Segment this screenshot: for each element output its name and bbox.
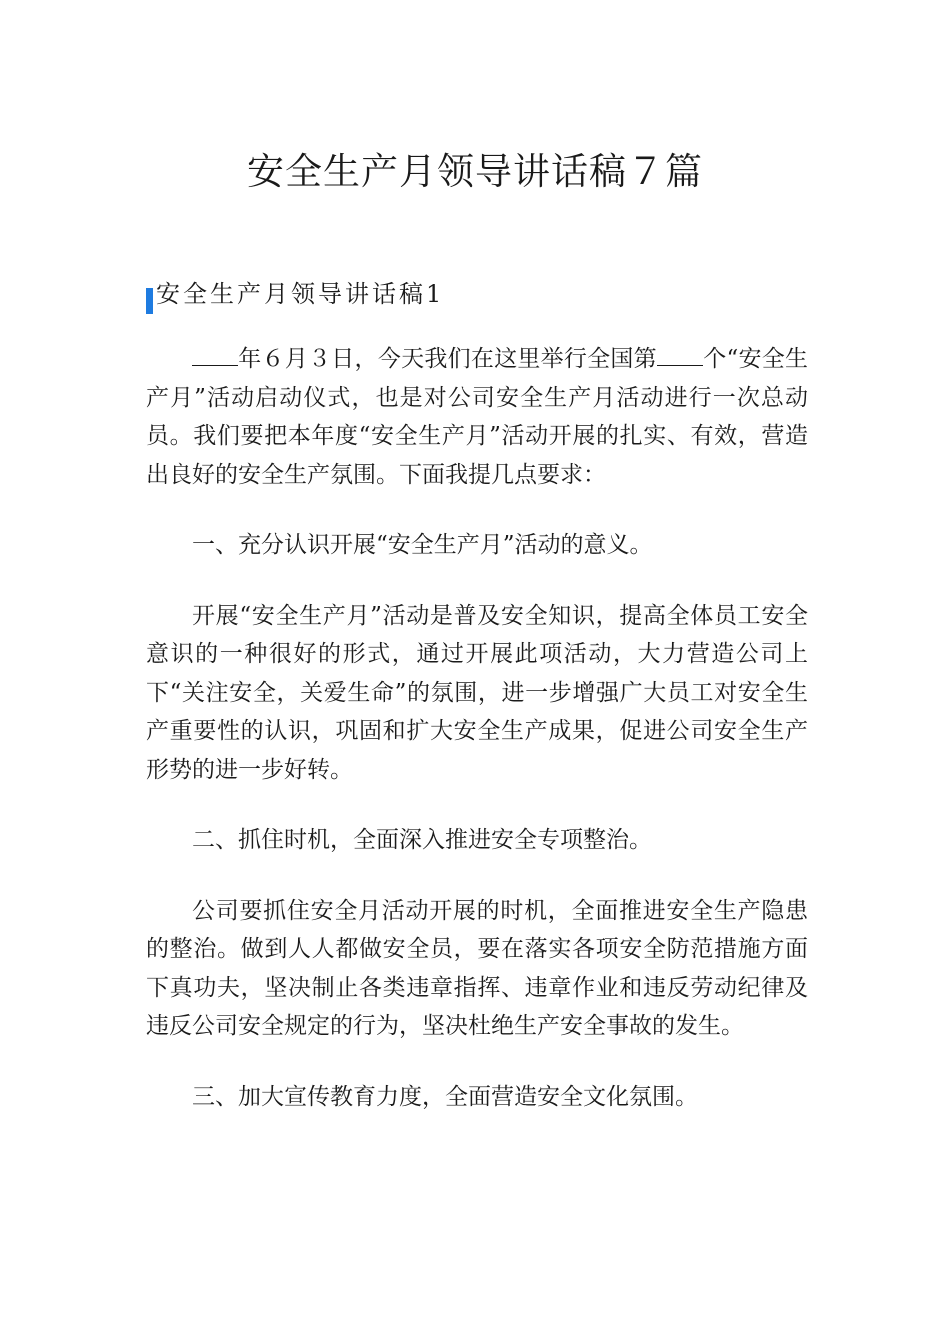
fill-blank — [192, 345, 238, 366]
fill-blank — [657, 345, 703, 366]
opening-text-part2: 个“安全生产月”活动启动仪式，也是对公司安全生产月活动进行一次总动员。我们要把本年度“安全生产月”活动开展的扎实、有效，营造出良好的安全生产氛围。下面我提几点要求： — [146, 346, 808, 488]
section-heading-text: 安全生产月领导讲话稿1 — [156, 280, 445, 308]
paragraph-opening — [146, 340, 808, 494]
point-heading-1: 一、充分认识开展“安全生产月”活动的意义。 — [192, 532, 653, 558]
paragraph-point-1: 开展“安全生产月”活动是普及安全知识，提高全体员工安全意识的一种很好的形式，通过开展此项活动，大力营造公司上下“关注安全，关爱生命”的氛围，进一步增强广大员工对安全生产重要性的认识，巩固和扩大安全生产成果，促进公司安全生产形势的进一步好转。 — [146, 602, 808, 783]
heading-marker — [146, 288, 153, 314]
paragraph-point-2: 公司要抓住安全月活动开展的时机，全面推进安全生产隐患的整治。做到人人都做安全员，要在落实各项安全防范措施方面下真功夫，坚决制止各类违章指挥、违章作业和违反劳动纪律及违反公司安全规定的行为，坚决杜绝生产安全事故的发生。 — [146, 897, 808, 1039]
section-heading — [146, 277, 444, 311]
document-title: 安全生产月领导讲话稿７篇 — [247, 150, 703, 193]
point-heading-3: 三、加大宣传教育力度，全面营造安全文化氛围。 — [192, 1083, 698, 1110]
opening-text-part1: 年６月３日，今天我们在这里举行全国第 — [238, 346, 657, 372]
document-body — [146, 340, 808, 1116]
point-heading-2: 二、抓住时机，全面深入推进安全专项整治。 — [192, 827, 652, 853]
